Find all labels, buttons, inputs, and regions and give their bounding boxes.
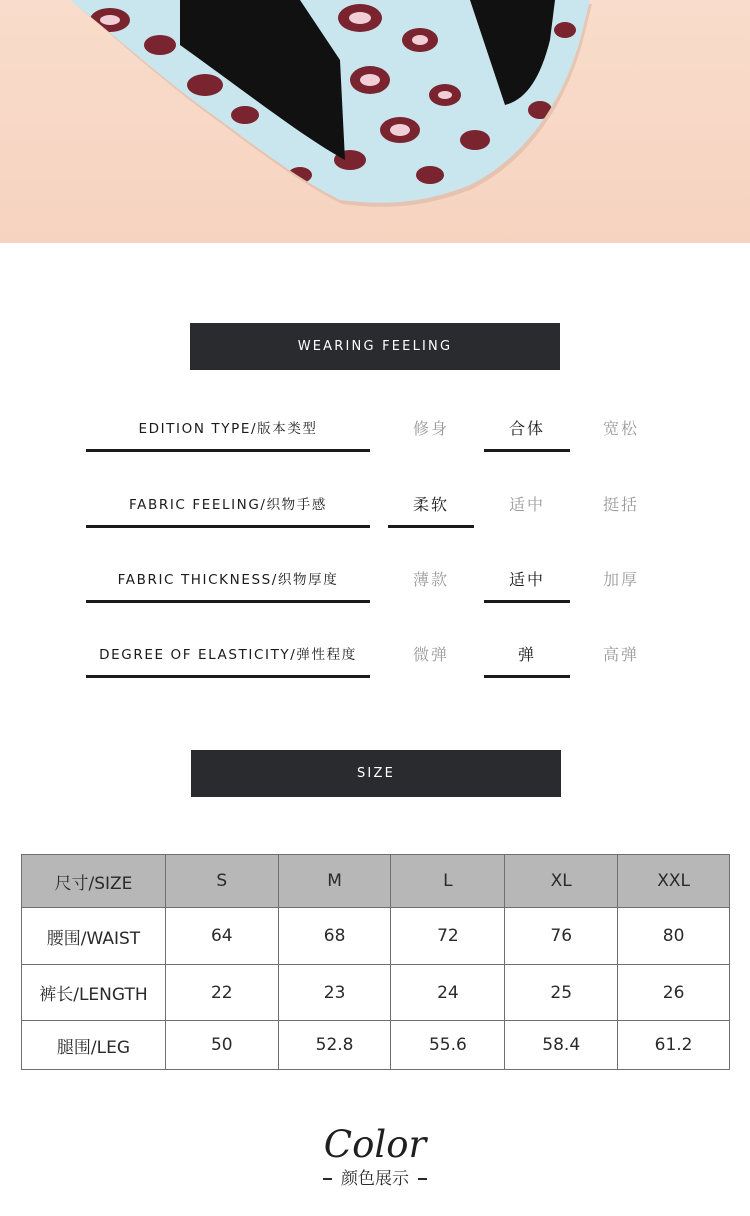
feel-option: 挺括 xyxy=(602,494,639,514)
feel-option: 薄款 xyxy=(412,569,449,589)
table-row xyxy=(22,908,730,965)
table-header-cell: M xyxy=(278,855,391,908)
product-photo xyxy=(0,0,750,243)
size-table xyxy=(21,854,730,1070)
color-subtitle-text: 颜色展示 xyxy=(341,1169,409,1189)
table-header-cell: 尺寸/SIZE xyxy=(22,855,166,908)
table-header-cell: XL xyxy=(505,855,618,908)
table-cell: 68 xyxy=(278,908,391,965)
label-underline xyxy=(86,525,370,528)
feel-row-edition-type xyxy=(0,405,750,465)
wearing-feeling-title: WEARING FEELING xyxy=(297,339,453,354)
feel-label: FABRIC FEELING/织物手感 xyxy=(129,497,327,513)
feel-option-selected: 柔软 xyxy=(388,481,474,525)
table-row-header: 裤长/LENGTH xyxy=(22,965,166,1021)
feel-option: 修身 xyxy=(412,418,449,438)
table-cell: 24 xyxy=(391,965,505,1021)
table-row xyxy=(22,1021,730,1070)
size-banner xyxy=(191,750,561,797)
dash-divider xyxy=(323,1178,332,1180)
feel-label: FABRIC THICKNESS/织物厚度 xyxy=(117,572,339,588)
table-row-header: 腰围/WAIST xyxy=(22,908,166,965)
feel-label: EDITION TYPE/版本类型 xyxy=(138,421,318,437)
dash-divider xyxy=(418,1178,427,1180)
label-underline xyxy=(86,449,370,452)
table-cell: 61.2 xyxy=(618,1021,730,1070)
table-cell: 72 xyxy=(391,908,505,965)
table-cell: 23 xyxy=(278,965,391,1021)
table-cell: 58.4 xyxy=(505,1021,618,1070)
leopard-brief-image xyxy=(0,0,750,243)
feel-option-selected: 弹 xyxy=(484,631,570,675)
table-row xyxy=(22,965,730,1021)
table-header-cell: L xyxy=(391,855,505,908)
table-cell: 50 xyxy=(165,1021,278,1070)
label-underline xyxy=(86,600,370,603)
table-header-row xyxy=(22,855,730,908)
table-cell: 55.6 xyxy=(391,1021,505,1070)
color-section-subtitle xyxy=(0,1164,750,1189)
feel-option-selected: 合体 xyxy=(484,405,570,449)
table-cell: 25 xyxy=(505,965,618,1021)
feel-option: 加厚 xyxy=(602,569,639,589)
feel-option: 微弹 xyxy=(412,644,449,664)
table-cell: 80 xyxy=(618,908,730,965)
feel-option: 高弹 xyxy=(602,644,639,664)
feel-option: 适中 xyxy=(508,494,545,514)
color-section-title: Color xyxy=(323,1123,427,1166)
table-cell: 26 xyxy=(618,965,730,1021)
label-underline xyxy=(86,675,370,678)
feel-option-selected: 适中 xyxy=(484,556,570,600)
feel-row-elasticity xyxy=(0,631,750,691)
table-row-header: 腿围/LEG xyxy=(22,1021,166,1070)
wearing-feeling-banner xyxy=(190,323,560,370)
table-cell: 76 xyxy=(505,908,618,965)
table-header-cell: S xyxy=(165,855,278,908)
feel-row-fabric-feeling xyxy=(0,481,750,541)
feel-row-fabric-thickness xyxy=(0,556,750,616)
size-title: SIZE xyxy=(356,766,395,781)
table-cell: 64 xyxy=(165,908,278,965)
table-cell: 52.8 xyxy=(278,1021,391,1070)
table-header-cell: XXL xyxy=(618,855,730,908)
feel-option: 宽松 xyxy=(602,418,639,438)
table-cell: 22 xyxy=(165,965,278,1021)
feel-label: DEGREE OF ELASTICITY/弹性程度 xyxy=(99,647,357,663)
